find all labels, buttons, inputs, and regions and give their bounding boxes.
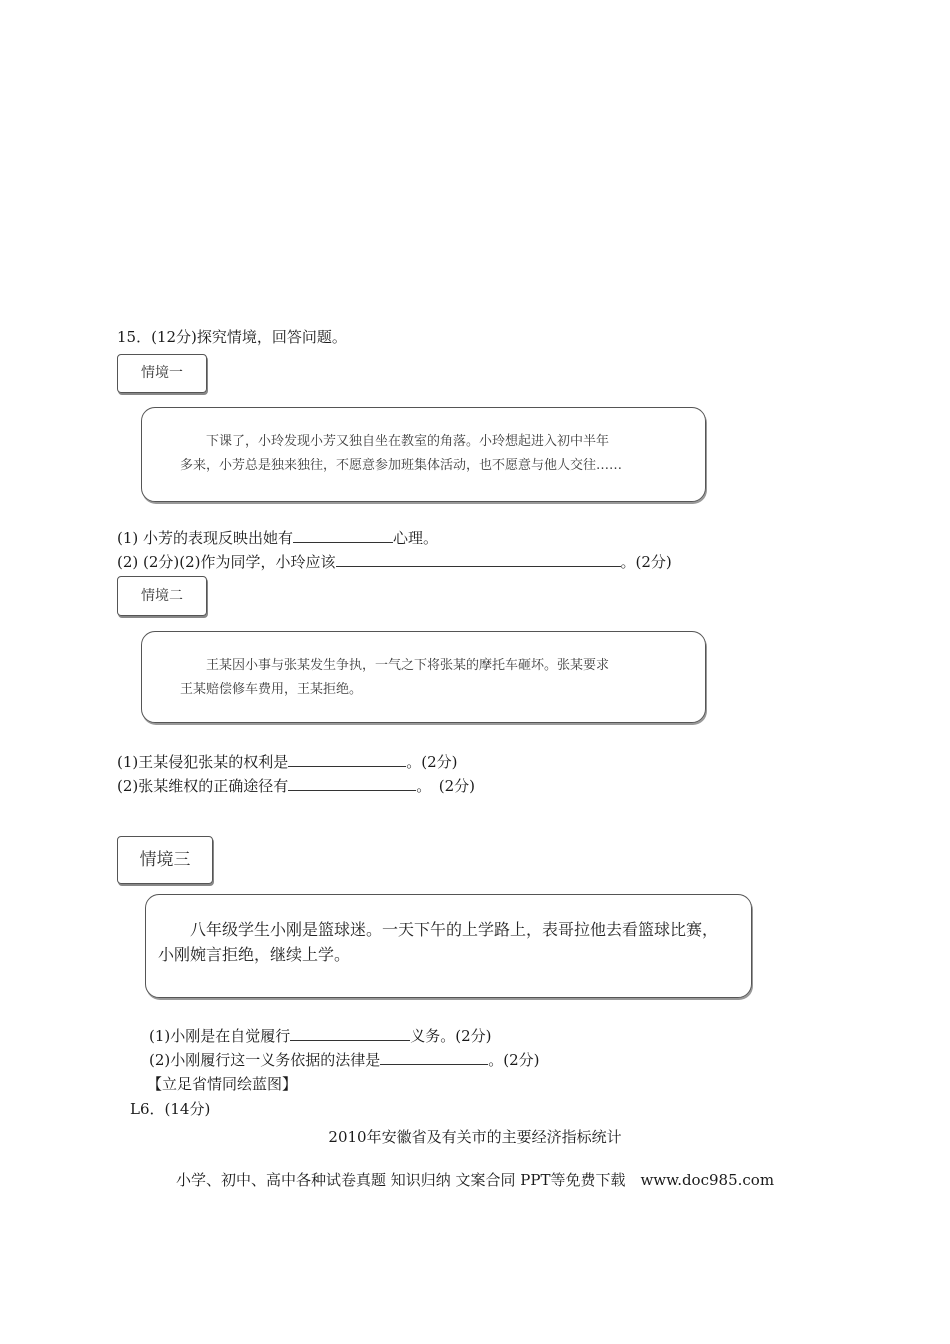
scene-2-q1-prefix: (1)王某侵犯张某的权利是 bbox=[117, 753, 289, 771]
scene-2-q2-suffix: 。 (2分) bbox=[416, 777, 475, 795]
scene-3-q2-suffix: 。(2分) bbox=[488, 1051, 540, 1069]
question-16-header: L6．(14分) bbox=[130, 1100, 211, 1118]
scene-1-q1-suffix: 心理。 bbox=[393, 529, 439, 547]
scene-1-text-line1: 下课了，小玲发现小芳又独自坐在教室的角落。小玲想起进入初中半年 bbox=[206, 434, 610, 449]
scene-2-text-line2: 王某赔偿修车费用，王某拒绝。 bbox=[180, 682, 363, 697]
scene-1-text-line2: 多来，小芳总是独来独往，不愿意参加班集体活动，也不愿意与他人交往…… bbox=[180, 458, 623, 473]
scene-3-question-1 bbox=[149, 1025, 492, 1046]
scene-2-q1-suffix: 。(2分) bbox=[406, 753, 458, 771]
answer-blank[interactable] bbox=[288, 775, 416, 791]
answer-blank[interactable] bbox=[288, 751, 406, 767]
scene-3-question-2 bbox=[149, 1049, 540, 1070]
answer-blank[interactable] bbox=[380, 1049, 488, 1065]
scene-3-tag-label: 情境三 bbox=[139, 850, 191, 870]
scene-1-q2-suffix: 。(2分) bbox=[620, 553, 672, 571]
scene-1-question-1 bbox=[117, 527, 438, 548]
scene-3-q1-suffix: 义务。(2分) bbox=[410, 1027, 492, 1045]
answer-blank[interactable] bbox=[293, 527, 393, 543]
scene-3-tag bbox=[117, 836, 213, 884]
scene-3-text-line1: 八年级学生小刚是篮球迷。一天下午的上学路上，表哥拉他去看篮球比赛， bbox=[190, 920, 719, 939]
scene-2-box bbox=[141, 631, 706, 723]
scene-3-q1-prefix: (1)小刚是在自觉履行 bbox=[149, 1027, 291, 1045]
scene-2-question-1 bbox=[117, 751, 458, 772]
scene-1-q1-prefix: (1) 小芳的表现反映出她有 bbox=[117, 529, 294, 547]
scene-2-question-2 bbox=[117, 775, 475, 796]
scene-1-question-2 bbox=[117, 551, 672, 572]
scene-1-tag bbox=[117, 354, 207, 393]
section-heading: 【立足省情同绘蓝图】 bbox=[147, 1075, 298, 1093]
scene-3-box bbox=[145, 894, 752, 998]
table-title: 2010年安徽省及有关市的主要经济指标统计 bbox=[328, 1128, 622, 1146]
scene-3-text-line2: 小刚婉言拒绝，继续上学。 bbox=[158, 945, 351, 964]
answer-blank[interactable] bbox=[336, 551, 621, 567]
page-footer: 小学、初中、高中各种试卷真题 知识归纳 文案合同 PPT等免费下载 www.doc985.com bbox=[175, 1171, 775, 1189]
scene-2-tag bbox=[117, 576, 207, 616]
answer-blank[interactable] bbox=[290, 1025, 410, 1041]
scene-2-text-line1: 王某因小事与张某发生争执，一气之下将张某的摩托车砸坏。张某要求 bbox=[206, 658, 610, 673]
scene-2-tag-label: 情境二 bbox=[141, 588, 183, 604]
scene-2-q2-prefix: (2)张某维权的正确途径有 bbox=[117, 777, 289, 795]
scene-3-q2-prefix: (2)小刚履行这一义务依据的法律是 bbox=[149, 1051, 381, 1069]
scene-1-q2-prefix: (2) (2分)(2)作为同学，小玲应该 bbox=[117, 553, 336, 571]
scene-1-box bbox=[141, 407, 706, 502]
scene-1-tag-label: 情境一 bbox=[141, 365, 183, 381]
question-15-header: 15．(12分)探究情境，回答问题。 bbox=[117, 328, 347, 346]
